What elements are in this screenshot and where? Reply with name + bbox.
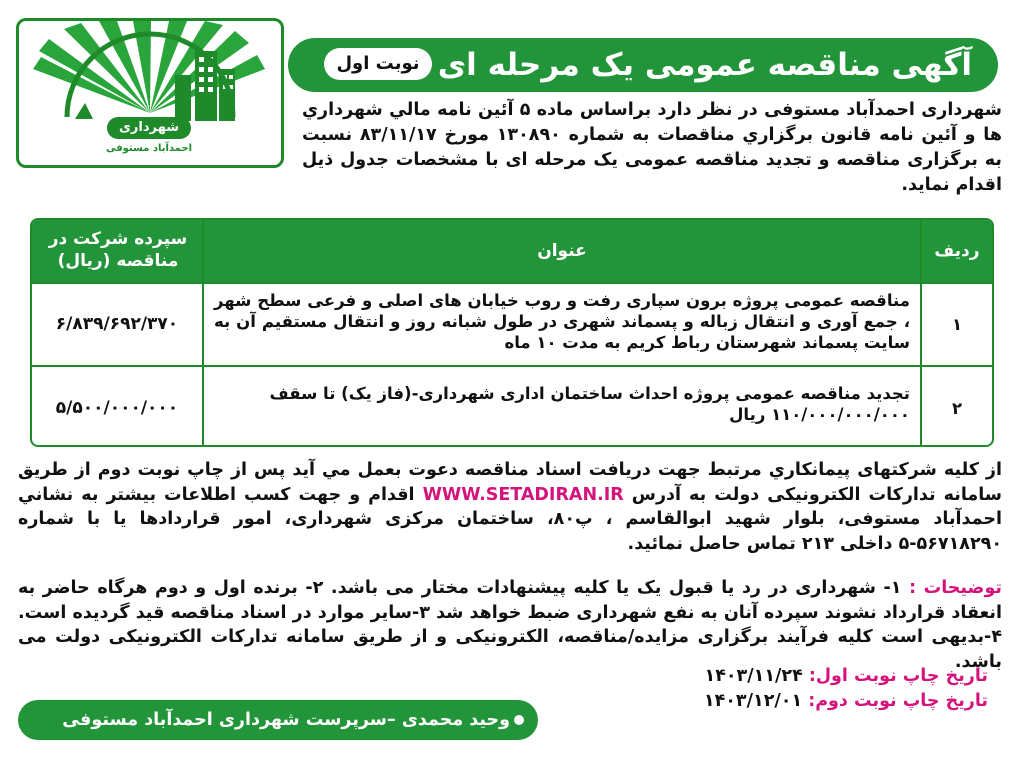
intro-paragraph: شهرداری احمدآباد مستوفی در نظر دارد براساس ماده ۵ آئین نامه مالي شهرداري ها و آئين نامه قانون برگزاري مناقصات به شماره ۱۳۰۸۹۰ مورخ ۸۳/۱۱/۱۷ نسبت به برگزاری مناقصه و تجدید مناقصه عمومی یک مرحله ای با مشخصات جدول ذیل اقدام نماید. xyxy=(302,100,1003,195)
tender-table xyxy=(30,218,994,447)
row-1-title: مناقصه عمومی پروژه برون سپاری رفت و روب خیابان های اصلی و فرعی سطح شهر ، جمع آوری و انتقال زباله و پسماند شهری در طول شبانه روز و انتقال مستقیم آن به سایت پسماند شهرستان رباط کریم به مدت ۱۰ ماه xyxy=(214,291,910,352)
signature-bar xyxy=(18,700,538,740)
row-2-number: ۲ xyxy=(951,399,963,418)
logo-subtitle: احمدآباد مستوفی xyxy=(105,143,193,154)
first-print-date: ۱۴۰۳/۱۱/۲۴ xyxy=(704,666,803,686)
notes-label: توضیحات : xyxy=(909,578,1003,598)
invitation-paragraph xyxy=(18,458,1002,556)
print-dates xyxy=(588,664,988,714)
second-print-date-line xyxy=(588,689,988,714)
signature-text: وحید محمدی –سرپرست شهرداری احمدآباد مستوفی xyxy=(62,710,510,730)
notice-header xyxy=(288,38,998,92)
first-print-label: تاریخ چاپ نوبت اول: xyxy=(808,666,988,686)
row-1-deposit: ۶/۸۳۹/۶۹۲/۳۷۰ xyxy=(55,314,179,334)
publication-round-badge: نوبت اول xyxy=(324,48,432,80)
bullet-dot-icon xyxy=(514,715,524,725)
first-print-date-line xyxy=(588,664,988,689)
second-print-date: ۱۴۰۳/۱۲/۰۱ xyxy=(703,691,803,711)
header-title: عنوان xyxy=(537,241,587,261)
invitation-text-start: از کلیه شرکتهای پیمانکاري مرتبط جهت دریافت اسناد مناقصه دعوت بعمل مي آید پس از چاپ نوبت دوم از طریق سامانه تدارکات الکترونیکی دولت به آدرس xyxy=(18,460,1003,505)
row-2-title: تجدید مناقصه عمومی پروژه احداث ساختمان اداری شهرداری-(فاز یک) تا سقف ۱۱۰/۰۰۰/۰۰۰/۰۰۰ ریال xyxy=(269,384,910,424)
header-deposit: سپرده شرکت در مناقصه (ریال) xyxy=(48,229,188,271)
logo-name: شهرداری xyxy=(107,117,191,139)
second-print-label: تاریخ چاپ نوبت دوم: xyxy=(808,691,988,711)
header-row-number: ردیف xyxy=(934,241,980,261)
setadiran-link[interactable]: WWW.SETADIRAN.IR xyxy=(422,484,624,505)
row-1-number: ۱ xyxy=(951,315,963,334)
notes-text: ۱- شهرداری در رد یا قبول یک یا کلیه پیشنهادات مختار می باشد. ۲- برنده اول و دوم هرگاه حاضر به انعقاد قرارداد نشوند سپرده آنان به نفع شهرداری ضبط خواهد شد ۳-سایر موارد در اسناد مناقصه قید گردیده است. ۴-بدیهی است کلیه فرآیند برگزاری مزایده/مناقصه، الکترونیکی و از طریق سامانه تدارکات الکترونیکی دولت می باشد. xyxy=(18,578,1002,672)
municipality-logo xyxy=(16,18,284,168)
notes-paragraph xyxy=(18,576,1002,674)
row-divider xyxy=(32,365,992,367)
notice-title: آگهی مناقصه عمومی یک مرحله ای xyxy=(437,47,972,83)
invitation-text-end: اقدام و جهت کسب اطلاعات بیشتر به نشاني احمدآباد مستوفی، بلوار شهید ابوالقاسم ، پ۸۰، ساختمان مرکزی شهرداری، امور قراردادها یا با شماره ۵۶۷۱۸۲۹۰-۵ داخلی ۲۱۳ تماس حاصل نمائید. xyxy=(18,484,1002,554)
row-2-deposit: ۵/۵۰۰/۰۰۰/۰۰۰ xyxy=(55,398,179,418)
row-divider xyxy=(32,282,992,284)
